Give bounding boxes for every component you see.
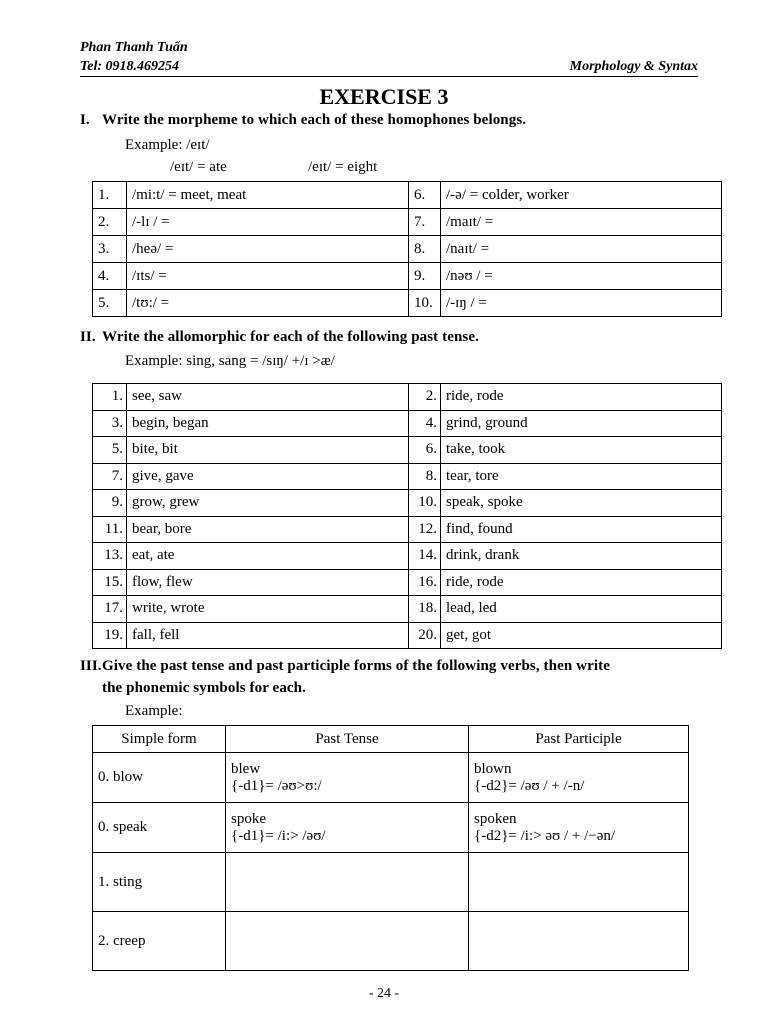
section-1-example: Example: /eɪt/ [125,137,210,153]
item-text: write, wrote [127,596,409,623]
item-text: fall, fell [127,622,409,649]
section-1-example-ate: /eɪt/ = ate [170,159,227,175]
item-number: 6. [409,182,441,209]
section-1-number: I. [80,112,90,128]
past-participle-word: blown [474,760,512,777]
header-rule [80,76,698,77]
past-tense-word: spoke [231,810,266,827]
item-number: 11. [93,516,127,543]
table-row [93,569,722,596]
past-participle-cell[interactable] [469,853,689,912]
item-number: 3. [93,410,127,437]
past-participle-phonemic: {-d2}= /i:> əʊ / + /−ən/ [474,827,616,844]
past-tense-cell[interactable] [226,853,469,912]
simple-form: 1. sting [93,853,226,912]
page-number: - 24 - [368,986,400,1001]
column-header: Past Participle [469,726,689,753]
item-text: /heə/ = [127,236,409,263]
item-number: 16. [409,569,441,596]
item-text: speak, spoke [441,490,722,517]
item-number: 18. [409,596,441,623]
section-3-instruction-line2: the phonemic symbols for each. [102,680,306,696]
verb-forms-table [92,725,689,971]
past-tense-cell [226,753,469,803]
past-tense-phonemic: {-d1}= /əʊ>ʊ:/ [231,777,322,794]
item-text: tear, tore [441,463,722,490]
table-row [93,753,689,803]
item-number: 6. [409,437,441,464]
item-text: drink, drank [441,543,722,570]
item-text: /tʊ:/ = [127,290,409,317]
item-text: /-lɪ / = [127,209,409,236]
section-3-example: Example: [125,703,183,719]
item-number: 5. [93,290,127,317]
item-number: 5. [93,437,127,464]
table-row [93,384,722,411]
section-1-instruction: Write the morpheme to which each of these homophones belongs. [102,112,527,128]
section-2-number: II. [80,329,96,345]
course-title: Morphology & Syntax [569,59,698,74]
author-name: Phan Thanh Tuấn [80,40,188,55]
column-header: Simple form [93,726,226,753]
past-tense-table [92,383,722,649]
table-row [93,803,689,853]
item-text: ride, rode [441,384,722,411]
item-number: 1. [93,384,127,411]
item-text: find, found [441,516,722,543]
item-text: /naɪt/ = [441,236,722,263]
item-number: 4. [409,410,441,437]
past-tense-cell[interactable] [226,912,469,971]
table-row [93,236,722,263]
section-2-example: Example: sing, sang = /sɪŋ/ +/ɪ >æ/ [125,353,335,369]
section-3-heading [80,658,610,675]
item-number: 2. [409,384,441,411]
item-number: 3. [93,236,127,263]
section-1-heading [80,112,526,129]
item-text: begin, began [127,410,409,437]
past-participle-cell[interactable] [469,912,689,971]
table-row [93,290,722,317]
section-3-number: III. [80,658,102,674]
item-number: 19. [93,622,127,649]
item-number: 7. [409,209,441,236]
table-row [93,912,689,971]
item-number: 13. [93,543,127,570]
item-number: 15. [93,569,127,596]
table-row [93,410,722,437]
table-row [93,182,722,209]
item-number: 10. [409,290,441,317]
exercise-title: EXERCISE 3 [319,84,449,109]
item-number: 1. [93,182,127,209]
item-text: give, gave [127,463,409,490]
past-participle-cell [469,753,689,803]
past-participle-phonemic: {-d2}= /əʊ / + /-n/ [474,777,585,794]
item-text: take, took [441,437,722,464]
table-row [93,463,722,490]
item-number: 17. [93,596,127,623]
item-text: flow, flew [127,569,409,596]
item-text: /ɪts/ = [127,263,409,290]
table-row [93,490,722,517]
item-text: bite, bit [127,437,409,464]
simple-form: 2. creep [93,912,226,971]
column-header: Past Tense [226,726,469,753]
item-text: grow, grew [127,490,409,517]
table-row [93,543,722,570]
item-text: eat, ate [127,543,409,570]
section-1-example-eight: /eɪt/ = eight [308,159,378,175]
past-tense-cell [226,803,469,853]
table-row [93,596,722,623]
past-participle-cell [469,803,689,853]
item-text: /-ɪŋ / = [441,290,722,317]
author-phone: Tel: 0918.469254 [80,59,180,74]
item-text: bear, bore [127,516,409,543]
item-number: 10. [409,490,441,517]
simple-form: 0. speak [93,803,226,853]
past-participle-word: spoken [474,810,517,827]
past-tense-phonemic: {-d1}= /i:> /əʊ/ [231,827,326,844]
item-number: 2. [93,209,127,236]
item-number: 8. [409,463,441,490]
table-row [93,622,722,649]
item-number: 12. [409,516,441,543]
item-text: /nəʊ / = [441,263,722,290]
table-row [93,437,722,464]
item-number: 8. [409,236,441,263]
item-number: 9. [93,490,127,517]
table-row [93,263,722,290]
table-row [93,209,722,236]
item-text: grind, ground [441,410,722,437]
section-2-heading [80,329,479,346]
item-number: 7. [93,463,127,490]
item-number: 4. [93,263,127,290]
item-text: see, saw [127,384,409,411]
item-number: 9. [409,263,441,290]
item-text: /-ə/ = colder, worker [441,182,722,209]
homophones-table [92,181,722,317]
section-2-instruction: Write the allomorphic for each of the following past tense. [102,329,479,345]
item-text: /mi:t/ = meet, meat [127,182,409,209]
item-number: 20. [409,622,441,649]
simple-form: 0. blow [93,753,226,803]
table-row [93,853,689,912]
item-text: ride, rode [441,569,722,596]
past-tense-word: blew [231,760,261,777]
item-text: /maɪt/ = [441,209,722,236]
item-number: 14. [409,543,441,570]
table-row [93,516,722,543]
item-text: lead, led [441,596,722,623]
table-header-row [93,726,689,753]
item-text: get, got [441,622,722,649]
section-3-instruction-line1: Give the past tense and past participle forms of the following verbs, then write [102,658,610,674]
